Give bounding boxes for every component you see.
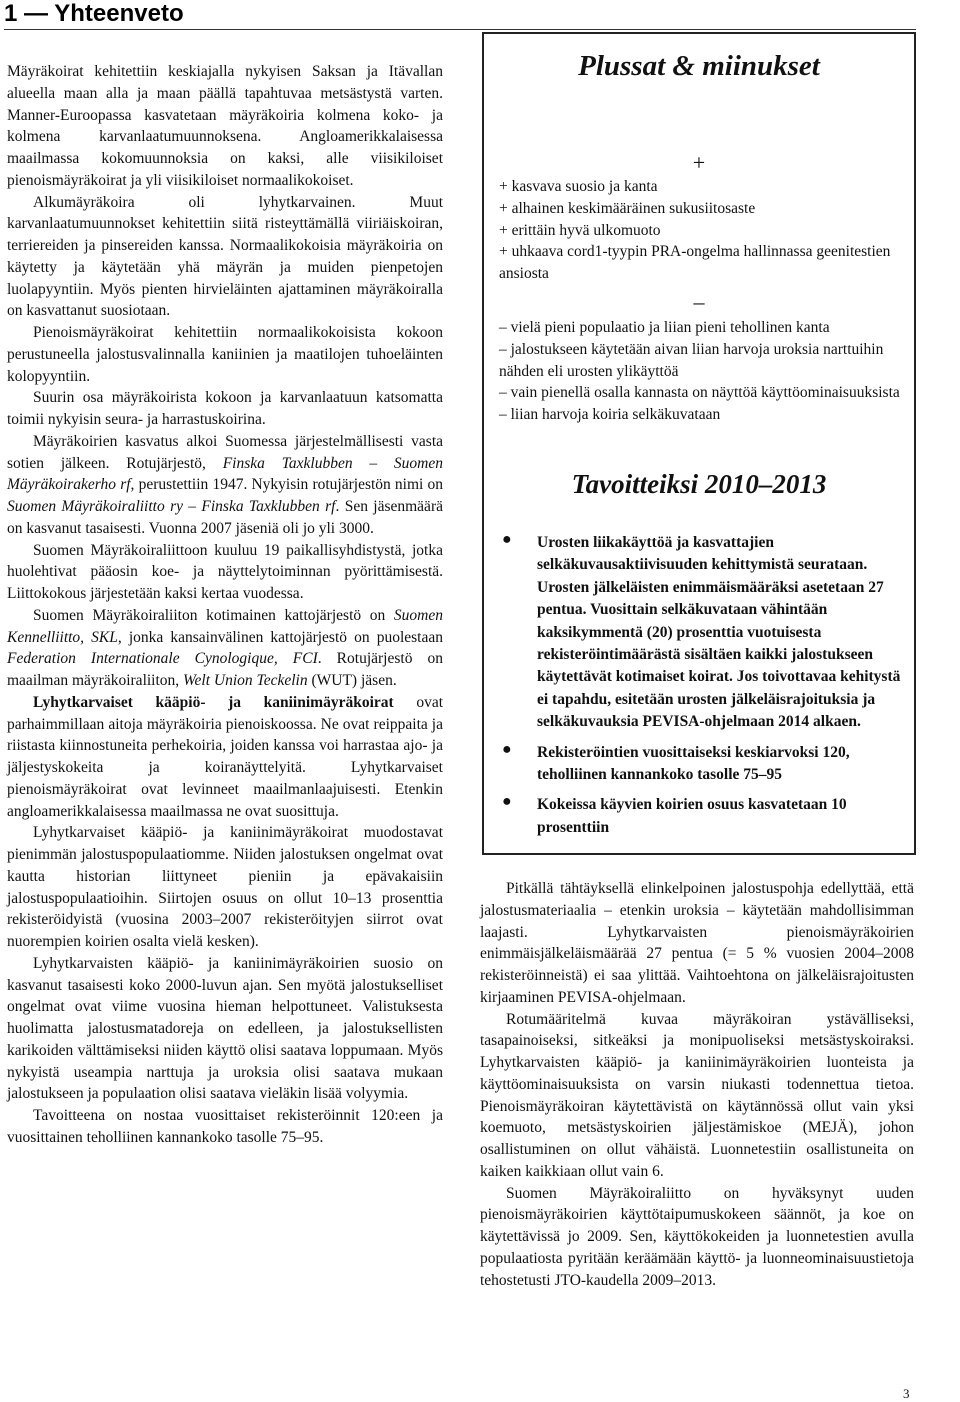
org-name: Suomen Kennelliitto, SKL xyxy=(7,606,443,646)
paragraph-aptitude-test: Suomen Mäyräkoiraliitto on hyväksynyt uuden pienoismäyräkoirien käyttötaipumuskokeen säännöt, ja koe on käytettävissä jo 2009. Sen, käyttökokeiden ja luonnetestien avulla populaatiosta pyritään keräämään käyttö- ja luonneominaisuustietoja tehostetusti JTO-kaudella 2009–2013. xyxy=(480,1184,914,1289)
cons-list xyxy=(499,317,909,426)
bullet-icon: ● xyxy=(502,793,512,811)
text-run: Suomen Mäyräkoiraliiton kotimainen kattojärjestö on xyxy=(33,606,394,624)
paragraph-umbrella-organizations xyxy=(7,605,443,692)
cons-section xyxy=(499,317,909,426)
heading-divider xyxy=(4,29,916,30)
pros-section xyxy=(499,176,909,285)
goal-text: Urosten liikakäyttöä ja kasvattajien selkäkuvausaktiivisuuden kehittymistä seurataan. Urosten jälkeläisten enimmäismääräksi asetetaan 27 pentua. Vuosittain selkäkuvataan vähintään kaksikymmentä (20) prosenttia vuotuisesta rekisteröintimäärästä sisältäen kaikki jalostukseen käytettävät kotimaiset koirat. Jos toivottavaa kehitystä ei tapahdu, esitetään urosten jälkeläisrajoituksia ja selkäkuvauksia PEVISA-ohjelmaan 2014 alkaen. xyxy=(537,534,901,731)
list-item: – vielä pieni populaatio ja liian pieni tehollinen kanta xyxy=(499,319,830,336)
paragraph-origin: Mäyräkoirat kehitettiin keskiajalla nykyisen Saksan ja Itävallan alueella maan alla ja maan päällä tapahtuvaa metsästystä varten. Manner-Euroopassa kasvatetaan mäyräkoiria kolmena koko- ja kolmena karvanlaatumuunnoksena. Angloamerikkalaisessa maailmassa kokomuunnoksia on kaksi, alle viisikiloiset pienoismäyräkoirat ja yli viisikiloiset normaalikokoiset. xyxy=(7,63,443,189)
paragraph-target: Tavoitteena on nostaa vuosittaiset rekisteröinnit 120:een ja vuosittainen teholliinen kannankoko tasolle 75–95. xyxy=(7,1107,443,1146)
goals-list xyxy=(502,532,914,847)
paragraph-coat-varieties: Alkumäyräkoira oli lyhytkarvainen. Muut karvanlaatumuunnokset kehitettiin siitä risteyttämällä viiriäiskoiran, terriereiden ja pinsereiden kanssa. Normaalikokoisia mäyräkoiria on käytetty ja käytetään yhä mäyrän ja muiden pienpetojen luolapyyntiin. Myös pienten hirvieläinten ajattaminen mäyräkoiralla on kasvattanut suosiotaan. xyxy=(7,193,443,320)
text-run: perustettiin 1947. Nykyisin rotujärjestön nimi on xyxy=(134,476,443,494)
left-column xyxy=(7,61,443,1149)
goal-text: Kokeissa käyvien koirien osuus kasvatetaan 10 prosenttiin xyxy=(537,796,847,836)
list-item: + alhainen keskimääräinen sukusiitosaste xyxy=(499,199,756,217)
list-item: + uhkaava cord1-tyypin PRA-ongelma hallinnassa geenitestien ansiosta xyxy=(499,243,891,282)
org-name: Finska Taxklubben – Suomen Mäyräkoirakerho rf, xyxy=(7,454,444,494)
text-run: (WUT) jäsen. xyxy=(307,672,397,689)
goal-item xyxy=(502,742,914,787)
paragraph-breeding-base: Pitkällä tähtäyksellä elinkelpoinen jalostuspohja edellyttää, että jalostusmateriaalia – etenkin uroksia – käytetään mahdollisimman laajasti. Lyhytkarvaisten pienoismäyräkoirien enimmäisjälkeläismäärää 27 pentua (= 5 % vuosien 2004–2008 rekisteröinneistä) ei saa ylittää. Vaihtoehtona on jälkeläisrajoitusten kirjaaminen PEVISA-ohjelmaan. xyxy=(480,880,914,1006)
list-item: + erittäin hyvä ulkomuoto xyxy=(499,221,661,239)
paragraph-companion-dogs: Suurin osa mäyräkoirista kokoon ja karvanlaatuun katsomatta toimii nykyisin seura- ja harrastuskoirina. xyxy=(7,389,443,428)
paragraph-breed-standard: Rotumääritelmä kuvaa mäyräkoiran ystävälliseksi, tasapainoiseksi, sitkeäksi ja monipuoliseksi metsästyskoiraksi. Lyhytkarvaisten kääpiö- ja kaniinimäyräkoirien luonteista ja käyttöominaisuuksista on varsin niukasti todennettua tietoa. Pienoismäyräkoiran käytettävistä on käytännössä ollut vain yksi koemuoto, metsästyskoirien jäljestämiskoe (MEJÄ), johon osallistuminen on ollut vähäistä. Luonnetestiin osallistuneita on kaiken kaikkiaan ollut vain 6. xyxy=(480,1010,914,1180)
right-column xyxy=(480,878,914,1291)
bullet-icon: ● xyxy=(502,740,512,758)
goal-item xyxy=(502,794,914,839)
list-item: – vain pienellä osalla kannasta on näyttöä käyttöominaisuuksista xyxy=(499,384,900,402)
org-name: Federation Internationale Cynologique, FCI xyxy=(7,650,318,668)
goals-title: Tavoitteiksi 2010–2013 xyxy=(571,469,827,499)
text-run: . Sen jäsenmäärä on kasvanut tasaisesti. Vuonna 2007 jäseniä oli jo yli 3000. xyxy=(7,498,443,537)
list-item: – jalostukseen käytetään aivan liian harvoja uroksia narttuihin nähden eli urosten ylikäyttöä xyxy=(499,340,884,380)
paragraph-short-haired-miniatures xyxy=(7,692,443,823)
pros-cons-box xyxy=(482,32,916,855)
box-title: Plussat & miinukset xyxy=(578,50,820,82)
list-item: – liian harvoja koiria selkäkuvataan xyxy=(499,406,721,423)
text-run: ovat parhaimmillaan aitoja mäyräkoiria pienoiskoossa. Ne ovat reippaita ja riistasta kiinnostuneita perhekoiria, joiden kanssa voi harrastaa ajo- ja jäljestyskokeita ja koiranäyttelyitä. Lyhytkarvaiset pienoismäyräkoirat ovat levinneet maailmanlaajuisesti. Etenkin angloamerikkalaisessa maailmassa ne ovat suosittuja. xyxy=(7,693,443,820)
goal-item xyxy=(502,532,914,734)
org-name: Suomen Mäyräkoiraliitto ry – Finska Taxklubben rf xyxy=(7,498,336,515)
page-number: 3 xyxy=(903,1386,910,1401)
text-run: Mäyräkoirien kasvatus alkoi Suomessa järjestelmällisesti vasta sotien jälkeen. Rotujärjestö, xyxy=(7,432,443,472)
text-run: , jonka kansainvälinen kattojärjestö on puolestaan xyxy=(117,628,443,646)
paragraph-popularity-growth: Lyhytkarvaisten kääpiö- ja kaniinimäyräkoirien suosio on kasvanut tasaisesti koko 2000-luvun ajan. Sen myötä jalostukselliset ongelmat ovat viime vuosina hieman helpottuneet. Valistuksesta huolimatta jalostusmatadoreja on edelleen, ja jalostuksellisten karikoiden välttämiseksi niiden käyttö olisi saatava loppumaan. Myös nykyistä useampia narttuja ja uroksia olisi saatava mukaan jalostukseen ja populaation olisi saatava vieläkin lisää volyymia. xyxy=(7,954,443,1103)
pros-list xyxy=(499,176,909,285)
paragraph-local-clubs: Suomen Mäyräkoiraliittoon kuuluu 19 paikallisyhdistystä, jotka huolehtivat pääosin koe- ja näyttelytoiminnan pyörittämisestä. Liittokokous järjestetään kaksi kertaa vuodessa. xyxy=(7,541,443,602)
list-item: + kasvava suosio ja kanta xyxy=(499,178,658,195)
paragraph-miniature-origin: Pienoismäyräkoirat kehitettiin normaalikokoisista kokoon perustuneella jalostusvalinnalla kaniinien ja maatilojen tuhoeläinten kolopyyntiin. xyxy=(7,324,443,385)
bullet-icon: ● xyxy=(502,531,512,548)
text-run: . Rotujärjestö on maailman mäyräkoiraliiton, xyxy=(7,650,443,689)
paragraph-breed-club-history xyxy=(7,431,443,540)
page-heading: 1 — Yhteenveto xyxy=(4,0,184,27)
minus-sign: – xyxy=(693,289,705,314)
goal-text: Rekisteröintien vuosittaiseksi keskiarvoksi 120, teholliinen kannankoko tasolle 75–95 xyxy=(537,743,850,784)
breed-name: Lyhytkarvaiset kääpiö- ja kaniinimäyräkoirat xyxy=(33,693,394,711)
org-name: Welt Union Teckelin xyxy=(183,672,308,689)
plus-sign: + xyxy=(692,150,706,175)
paragraph-breeding-population: Lyhytkarvaiset kääpiö- ja kaniinimäyräkoirat muodostavat pienimmän jalostuspopulaatiomme. Niiden jalostuksen ongelmat ovat kautta historian liittyneet pieniin ja epävakaisiin jalostuspopulaatioihin. Siirtojen osuus on ollut 10–13 prosenttia rekisteröidyistä (vuosina 2003–2007 rekisteröityjen siirrot ovat nuorempien koirien osalta vielä kesken). xyxy=(7,824,443,950)
